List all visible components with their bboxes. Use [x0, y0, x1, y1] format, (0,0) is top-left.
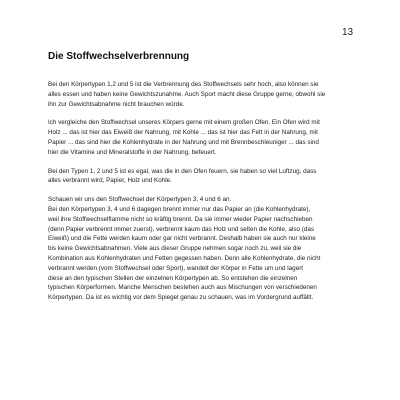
- text-line: Papier ... das sind hier die Kohlenhydrate in der Nahrung und mit Brennbeschleuniger ... das sind: [48, 138, 319, 146]
- text-line: Bei den Körpertypen 3, 4 und 6 dagegen brennt immer nur das Papier an (die Kohlenhydrate),: [48, 205, 311, 213]
- text-line: verbrannt werden (vom Stoffwechsel oder Sport), wandelt der Körper in Fette um und lagert: [48, 264, 304, 272]
- paragraph-oven-comparison: [48, 118, 358, 157]
- text-line: Schauen wir uns den Stoffwechsel der Körpertypen 3, 4 und 6 an.: [48, 196, 232, 204]
- paragraph-types-125: [48, 167, 358, 187]
- section-heading: Die Stoffwechselverbrennung: [48, 51, 190, 62]
- paragraph-metabolism-high: [48, 80, 358, 109]
- text-line: alles essen und haben keine Gewichtszunahme. Auch Sport macht diese Gruppe gerne, obwohl sie: [48, 90, 326, 98]
- paragraph-types-346: [48, 195, 358, 303]
- text-line: weil ihre Stoffwechselflamme nicht so kräftig brennt. Da sie immer wieder Papier nachschieben: [48, 215, 313, 223]
- text-line: Eiweiß) und die Fette werden kaum oder gar nicht verbrannt. Deshalb haben sie auch nur kleine: [48, 235, 316, 243]
- page-number: 13: [342, 27, 354, 38]
- text-line: typischen Körperformen. Manche Menschen bestehen auch aus Mischungen von verschiedenen: [48, 284, 317, 292]
- text-line: bis keine Gewichtsabnahmen. Viele aus dieser Gruppe nehmen sogar noch zu, weil sie die: [48, 245, 302, 253]
- text-line: hier die Vitamine und Mineralstoffe in der Nahrung, befeuert.: [48, 148, 217, 156]
- text-line: Kombination aus Kohlenhydraten und Fetten gegessen haben. Denn alle Kohlenhydrate, die nicht: [48, 254, 321, 262]
- text-line: diese an den typischen Stellen der einzelnen Körpertypen ab. So entstehen die einzelnen: [48, 274, 298, 282]
- text-line: ihn zur Gewichtsabnahme nicht brauchen würde.: [48, 100, 185, 108]
- text-line: (denn Papier verbrennt immer zuerst), verbrennt kaum das Holz und selten die Kohle, also (das: [48, 225, 315, 233]
- text-line: Holz ... das ist hier das Eiweiß der Nahrung, mit Kohle ... das ist hier das Fett in der Nahrung, mit: [48, 129, 318, 137]
- body-text: [48, 80, 358, 312]
- text-line: Körpertypen. Da ist es wichtig vor dem Spiegel genau zu schauen, was im Vordergrund auffällt.: [48, 294, 314, 302]
- text-line: Bei den Körpertypen 1,2 und 5 ist die Verbrennung des Stoffwechsels sehr hoch, also können sie: [48, 81, 319, 88]
- text-line: alles verbrannt wird, Papier, Holz und Kohle.: [48, 177, 172, 185]
- text-line: Ich vergleiche den Stoffwechsel unseres Körpers gerne mit einem großen Ofen. Ein Ofen wird mit: [48, 119, 320, 127]
- text-line: Bei den Typen 1, 2 und 5 ist es egal, was die in den Ofen feuern, sie haben so viel Luftzug, dass: [48, 167, 317, 175]
